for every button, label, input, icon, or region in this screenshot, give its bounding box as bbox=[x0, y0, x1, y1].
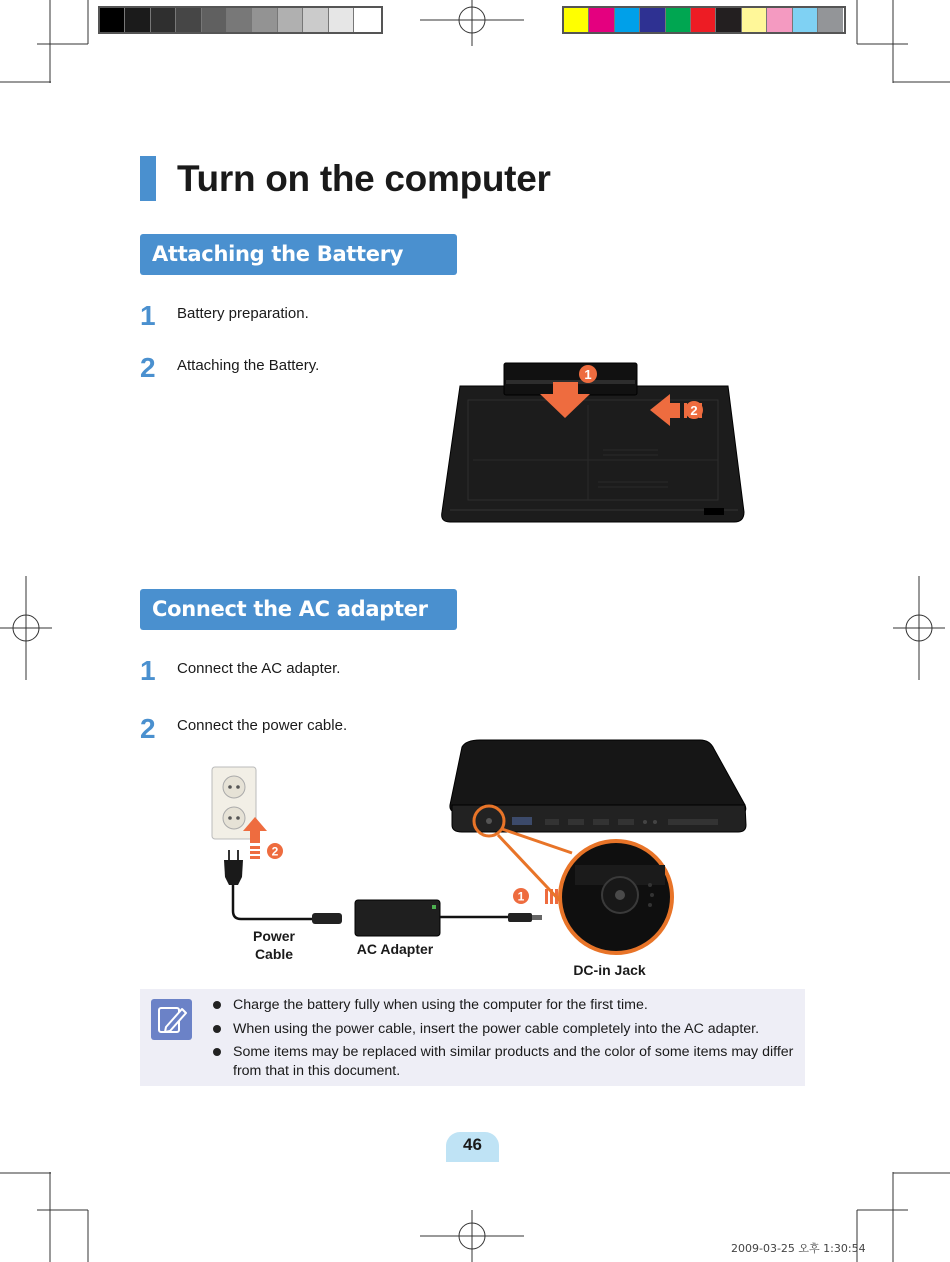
label-dc-in-jack: DC-in Jack bbox=[573, 962, 646, 978]
note-list bbox=[213, 996, 798, 1085]
process-color-bar bbox=[562, 6, 846, 34]
title-accent-bar bbox=[140, 156, 156, 201]
section-header-ac-adapter: Connect the AC adapter bbox=[140, 589, 457, 630]
process-color-swatch bbox=[666, 8, 691, 32]
battery-step-2-text: Attaching the Battery. bbox=[177, 357, 320, 374]
process-color-swatch bbox=[767, 8, 792, 32]
grayscale-swatch bbox=[303, 8, 328, 32]
process-color-swatch bbox=[564, 8, 589, 32]
pencil-note-icon bbox=[151, 999, 192, 1040]
note-item: Charge the battery fully when using the computer for the first time. bbox=[213, 996, 798, 1015]
print-timestamp: 2009-03-25 오후 1:30:54 bbox=[731, 1242, 866, 1255]
process-color-swatch bbox=[716, 8, 741, 32]
ac-step-1-text: Connect the AC adapter. bbox=[177, 660, 341, 677]
battery-step-1-number: 1 bbox=[140, 300, 156, 331]
ac-step-2-number: 2 bbox=[140, 713, 156, 744]
grayscale-swatch bbox=[329, 8, 354, 32]
section-header-battery: Attaching the Battery bbox=[140, 234, 457, 275]
process-color-swatch bbox=[793, 8, 818, 32]
battery-step-1-text: Battery preparation. bbox=[177, 305, 309, 322]
note-item: When using the power cable, insert the power cable completely into the AC adapter. bbox=[213, 1020, 798, 1039]
grayscale-swatch bbox=[176, 8, 201, 32]
label-power-cable-line2: Cable bbox=[254, 946, 294, 962]
battery-callout-2: 2 bbox=[690, 403, 698, 418]
ac-callout-2: 2 bbox=[271, 844, 279, 859]
process-color-swatch bbox=[691, 8, 716, 32]
ac-step-2-text: Connect the power cable. bbox=[177, 717, 348, 734]
page-number: 46 bbox=[463, 1135, 482, 1154]
laptop-bottom-battery-illustration bbox=[438, 360, 750, 530]
label-ac-adapter: AC Adapter bbox=[356, 941, 434, 957]
grayscale-swatch bbox=[202, 8, 227, 32]
process-color-swatch bbox=[818, 8, 843, 32]
grayscale-color-bar bbox=[98, 6, 383, 34]
page-title: Turn on the computer bbox=[177, 158, 551, 199]
ac-callout-1: 1 bbox=[517, 889, 525, 904]
label-power-cable-line1: Power bbox=[252, 928, 295, 944]
process-color-swatch bbox=[640, 8, 665, 32]
process-color-swatch bbox=[742, 8, 767, 32]
grayscale-swatch bbox=[278, 8, 303, 32]
battery-callout-1: 1 bbox=[584, 367, 592, 382]
label-power-cable bbox=[244, 927, 304, 963]
process-color-swatch bbox=[615, 8, 640, 32]
note-item: Some items may be replaced with similar products and the color of some items may differ from that in this document. bbox=[213, 1043, 798, 1080]
grayscale-swatch bbox=[125, 8, 150, 32]
grayscale-swatch bbox=[100, 8, 125, 32]
grayscale-swatch bbox=[252, 8, 277, 32]
grayscale-swatch bbox=[151, 8, 176, 32]
grayscale-swatch bbox=[227, 8, 252, 32]
ac-step-1-number: 1 bbox=[140, 655, 156, 686]
process-color-swatch bbox=[589, 8, 614, 32]
battery-step-2-number: 2 bbox=[140, 352, 156, 383]
grayscale-swatch bbox=[354, 8, 379, 32]
